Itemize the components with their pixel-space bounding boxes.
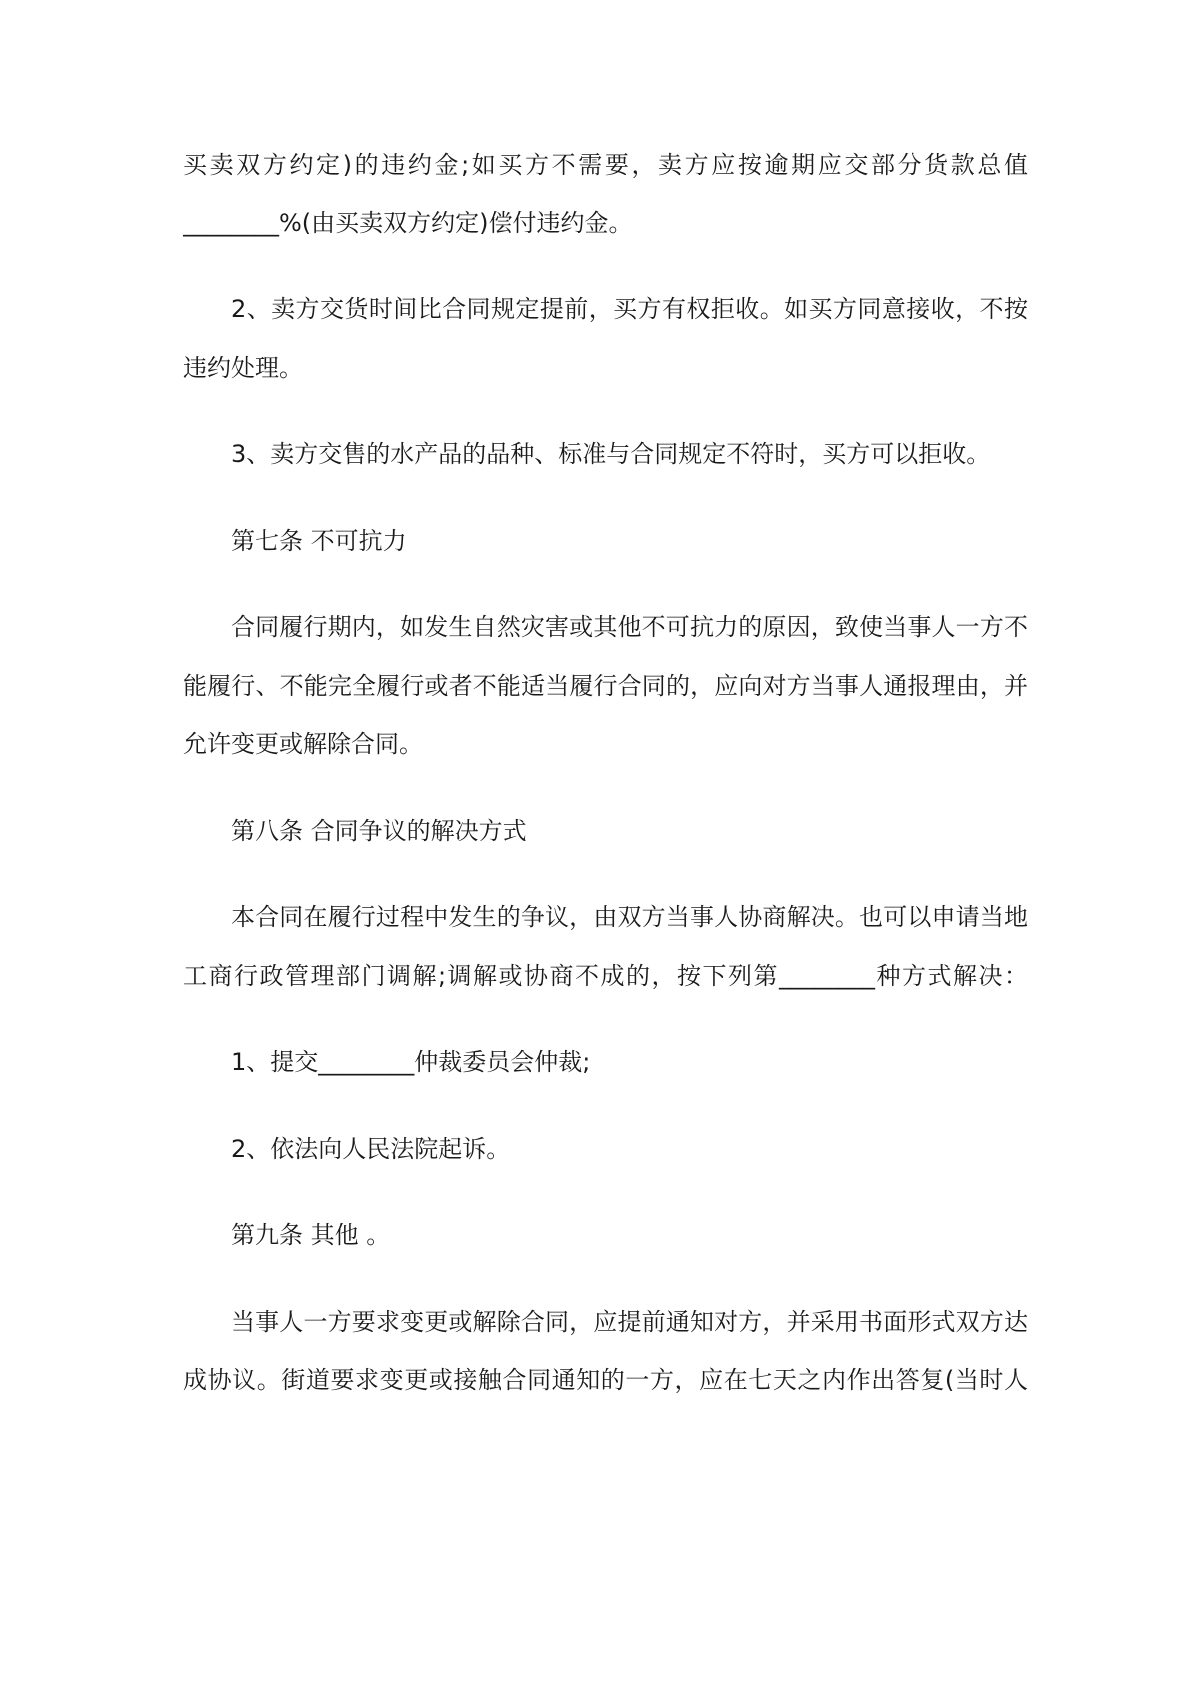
section-heading: 第八条 合同争议的解决方式 bbox=[231, 817, 527, 845]
paragraph-line: 工商行政管理部门调解;调解或协商不成的，按下列第________种方式解决： bbox=[183, 962, 1028, 990]
paragraph-line: 允许变更或解除合同。 bbox=[183, 730, 423, 758]
list-item: 2、依法向人民法院起诉。 bbox=[231, 1135, 511, 1163]
paragraph-line: 能履行、不能完全履行或者不能适当履行合同的，应向对方当事人通报理由，并 bbox=[183, 672, 1028, 700]
paragraph-line: 3、卖方交售的水产品的品种、标准与合同规定不符时，买方可以拒收。 bbox=[231, 440, 991, 468]
paragraph-line: ________%(由买卖双方约定)偿付违约金。 bbox=[183, 209, 633, 237]
paragraph-line: 成协议。街道要求变更或接触合同通知的一方，应在七天之内作出答复(当时人 bbox=[183, 1366, 1028, 1394]
paragraph-line: 违约处理。 bbox=[183, 354, 303, 382]
paragraph-line: 2、卖方交货时间比合同规定提前，买方有权拒收。如买方同意接收，不按 bbox=[231, 295, 1028, 323]
paragraph-line: 合同履行期内，如发生自然灾害或其他不可抗力的原因，致使当事人一方不 bbox=[231, 613, 1028, 641]
paragraph-line: 买卖双方约定)的违约金;如买方不需要，卖方应按逾期应交部分货款总值 bbox=[183, 151, 1028, 179]
paragraph-line: 当事人一方要求变更或解除合同，应提前通知对方，并采用书面形式双方达 bbox=[231, 1308, 1028, 1336]
list-item: 1、提交________仲裁委员会仲裁; bbox=[231, 1048, 591, 1076]
paragraph-line: 本合同在履行过程中发生的争议，由双方当事人协商解决。也可以申请当地 bbox=[231, 903, 1028, 931]
section-heading: 第九条 其他 。 bbox=[231, 1221, 391, 1249]
section-heading: 第七条 不可抗力 bbox=[231, 527, 407, 555]
